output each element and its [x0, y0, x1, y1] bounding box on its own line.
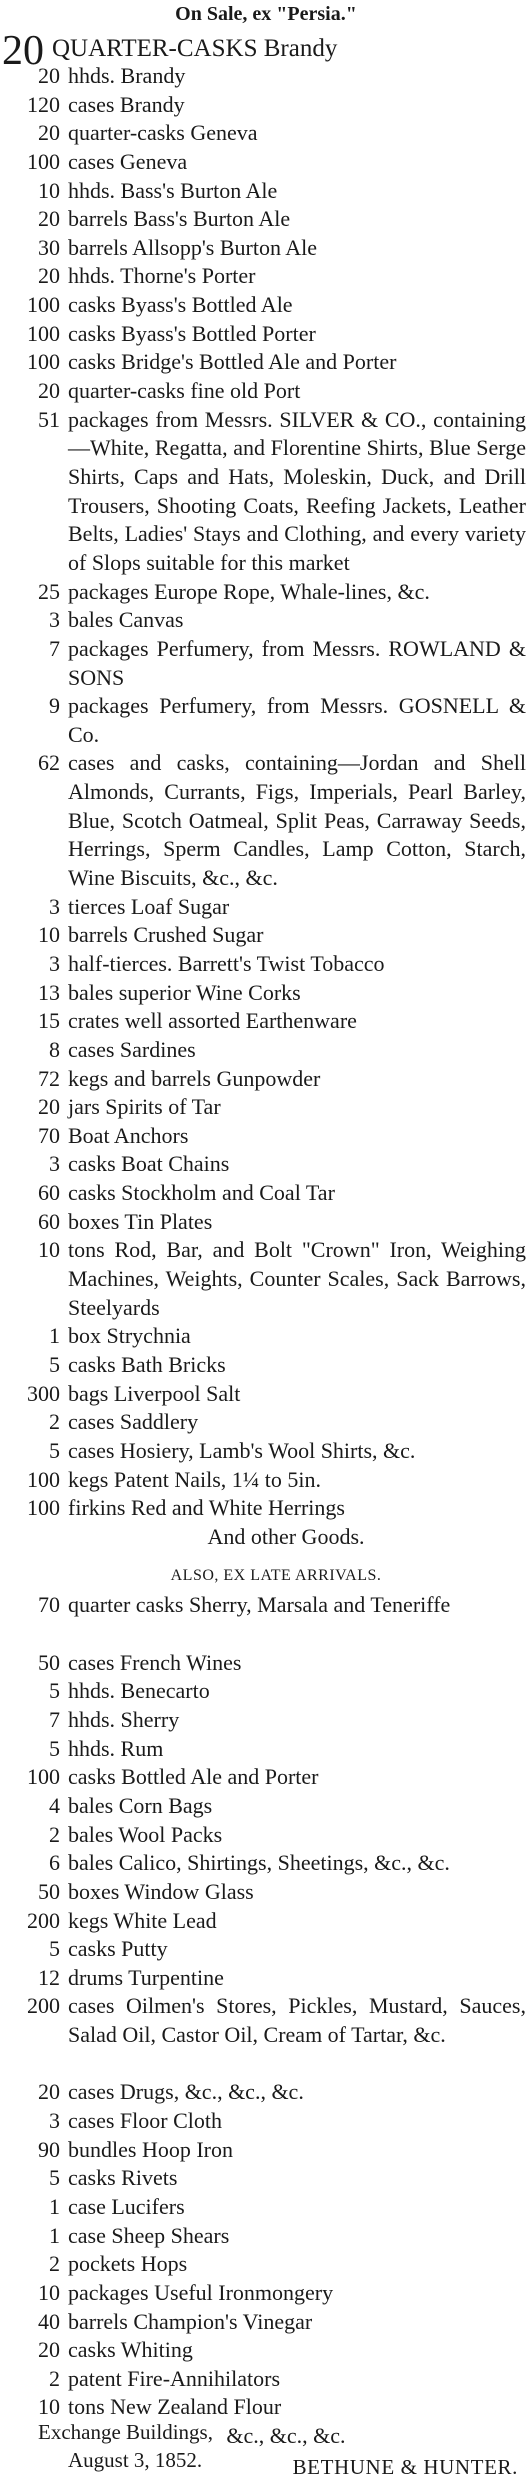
goods-list-ex-persia: [0, 62, 532, 1523]
item-description: barrels Bass's Burton Ale: [68, 206, 291, 232]
item-description: cases and casks, containing—Jordan and Shell Almonds, Currants, Figs, Imperials, Pearl Barley, Blue, Scotch Oatmeal, Split Peas, Carraway Seeds, Herrings, Sperm Candles, Lamp Cotton, Starch, Wine Biscuits, &c., &c.: [68, 750, 526, 891]
footer-place: Exchange Buildings,: [38, 2420, 213, 2444]
item-description: patent Fire-Annihilators: [68, 2365, 281, 2391]
item-quantity: 30: [38, 234, 60, 260]
item-quantity: 10: [38, 177, 60, 203]
item-quantity: 5: [49, 1936, 60, 1962]
item-quantity: 4: [49, 1792, 60, 1818]
item-description: casks Rivets: [68, 2165, 178, 2191]
list-item: [0, 1150, 532, 1179]
list-item: [0, 91, 532, 120]
item-description: half-tierces. Barrett's Twist Tobacco: [68, 950, 385, 976]
item-quantity: 20: [38, 263, 60, 289]
item-description: casks Byass's Bottled Porter: [68, 320, 316, 346]
item-quantity: 70: [38, 1592, 60, 1618]
item-description: barrels Crushed Sugar: [68, 922, 264, 948]
list-item: [0, 1878, 532, 1907]
item-description: cases Brandy: [68, 91, 185, 117]
item-description: tierces Loaf Sugar: [68, 893, 230, 919]
item-description: crates well assorted Earthenware: [68, 1008, 357, 1034]
item-quantity: 90: [38, 2136, 60, 2162]
item-quantity: 1: [49, 2222, 60, 2248]
item-description: tons New Zealand Flour: [68, 2394, 282, 2420]
item-quantity: 50: [38, 1878, 60, 1904]
list-item: [0, 1065, 532, 1094]
list-item: [0, 1408, 532, 1437]
item-quantity: 5: [49, 1735, 60, 1761]
list-item: [0, 1792, 532, 1821]
list-item: [0, 2250, 532, 2279]
list-item: [0, 320, 532, 349]
item-quantity: 10: [38, 2279, 60, 2305]
item-quantity: 3: [49, 607, 60, 633]
item-description: cases Geneva: [68, 148, 188, 174]
item-description: barrels Champion's Vinegar: [68, 2308, 313, 2334]
list-item: [0, 1380, 532, 1409]
item-quantity: 20: [38, 2079, 60, 2105]
item-quantity: 20: [38, 120, 60, 146]
etc-line: &c., &c., &c.: [226, 2423, 346, 2449]
list-item: [0, 62, 532, 91]
item-description: packages from Messrs. SILVER & CO., containing—White, Regatta, and Florentine Shirts, Blue Serge Shirts, Caps and Hats, Moleskin, Duck, and Drill Trousers, Shooting Coats, Reefing Jackets, Leather Belts, Ladies' Stays and Clothing, and every variety of Slops suitable for this market: [68, 406, 526, 575]
item-description: cases Hosiery, Lamb's Wool Shirts, &c.: [68, 1437, 416, 1463]
item-description: cases Floor Cloth: [68, 2108, 222, 2134]
list-item: [0, 749, 532, 892]
item-quantity: 10: [38, 2394, 60, 2420]
list-item: [0, 1122, 532, 1151]
list-item: [0, 348, 532, 377]
item-description: cases Oilmen's Stores, Pickles, Mustard, Sauces, Salad Oil, Castor Oil, Cream of Tartar, &c.: [68, 1993, 526, 2048]
item-description: boxes Window Glass: [68, 1878, 254, 1904]
footer-date: August 3, 1852.: [68, 2448, 203, 2472]
item-quantity: 62: [38, 750, 60, 776]
list-item: [0, 1763, 532, 1792]
item-description: casks Bridge's Bottled Ale and Porter: [68, 349, 397, 375]
goods-list-late-arrivals: [0, 1591, 532, 2422]
item-quantity: 2: [49, 2365, 60, 2391]
item-description: bales Canvas: [68, 607, 184, 633]
item-quantity: 9: [49, 693, 60, 719]
item-quantity: 5: [49, 1351, 60, 1377]
item-description: case Sheep Shears: [68, 2222, 230, 2248]
section-heading: ALSO, EX LATE ARRIVALS.: [170, 1567, 382, 1585]
item-quantity: 100: [27, 292, 60, 318]
item-description: hhds. Brandy: [68, 63, 186, 88]
item-description: bales Calico, Shirtings, Sheetings, &c., &c.: [68, 1850, 450, 1876]
item-description: cases Drugs, &c., &c., &c.: [68, 2079, 304, 2105]
item-description: bales Corn Bags: [68, 1792, 213, 1818]
item-quantity: 100: [27, 1764, 60, 1790]
item-quantity: 100: [27, 1495, 60, 1521]
item-description: case Lucifers: [68, 2193, 185, 2219]
item-description: hhds. Thorne's Porter: [68, 263, 256, 289]
list-item: [0, 606, 532, 635]
item-description: quarter-casks fine old Port: [68, 378, 301, 404]
item-quantity: 100: [27, 349, 60, 375]
item-quantity: 100: [27, 320, 60, 346]
item-quantity: 6: [49, 1850, 60, 1876]
item-description: boxes Tin Plates: [68, 1208, 213, 1234]
item-quantity: 2: [49, 1821, 60, 1847]
item-description: hhds. Sherry: [68, 1707, 180, 1733]
list-item: [0, 2107, 532, 2136]
goods-list: [0, 62, 532, 2483]
list-item: [0, 2222, 532, 2251]
item-quantity: 120: [27, 91, 60, 117]
item-description: packages Europe Rope, Whale-lines, &c.: [68, 578, 430, 604]
item-quantity: 20: [38, 378, 60, 404]
list-item: [0, 1964, 532, 1993]
item-quantity: 3: [49, 1151, 60, 1177]
item-description: bundles Hoop Iron: [68, 2136, 233, 2162]
item-description: casks Whiting: [68, 2337, 193, 2363]
item-quantity: 12: [38, 1964, 60, 1990]
item-description: casks Bottled Ale and Porter: [68, 1764, 319, 1790]
list-item: [0, 2136, 532, 2165]
list-item: [0, 1236, 532, 1322]
item-description: hhds. Benecarto: [68, 1678, 210, 1704]
item-quantity: 3: [49, 893, 60, 919]
item-description: kegs White Lead: [68, 1907, 217, 1933]
item-description: barrels Allsopp's Burton Ale: [68, 234, 318, 260]
item-description: cases French Wines: [68, 1649, 242, 1675]
item-quantity: 100: [27, 148, 60, 174]
list-item: [0, 1007, 532, 1036]
item-description: bags Liverpool Salt: [68, 1380, 241, 1406]
item-quantity: 50: [38, 1649, 60, 1675]
list-item: [0, 377, 532, 406]
item-quantity: 300: [27, 1380, 60, 1406]
list-item: [0, 1591, 532, 1648]
item-description: kegs Patent Nails, 1¼ to 5in.: [68, 1466, 321, 1492]
first-item-qty: 20: [2, 28, 44, 74]
list-item: [0, 119, 532, 148]
item-description: kegs and barrels Gunpowder: [68, 1065, 321, 1091]
list-item: [0, 979, 532, 1008]
list-item: [0, 291, 532, 320]
merchant-signature: BETHUNE & HUNTER.: [292, 2454, 518, 2479]
item-quantity: 13: [38, 979, 60, 1005]
list-item: [0, 406, 532, 578]
list-item: [0, 1821, 532, 1850]
list-item: [0, 1907, 532, 1936]
list-item: [0, 1179, 532, 1208]
list-item: [0, 1036, 532, 1065]
item-quantity: 3: [49, 2108, 60, 2134]
list-item: [0, 1677, 532, 1706]
list-item: [0, 578, 532, 607]
item-quantity: 5: [49, 1437, 60, 1463]
list-item: [0, 177, 532, 206]
list-item: [0, 1992, 532, 2078]
item-quantity: 1: [49, 1323, 60, 1349]
item-quantity: 70: [38, 1122, 60, 1148]
item-description: quarter casks Sherry, Marsala and Teneriffe: [68, 1592, 451, 1618]
list-item: [0, 1466, 532, 1495]
item-quantity: 2: [49, 2251, 60, 2277]
item-quantity: 8: [49, 1036, 60, 1062]
list-item: [0, 1735, 532, 1764]
list-item: [0, 1208, 532, 1237]
item-quantity: 20: [38, 2337, 60, 2363]
item-quantity: 2: [49, 1409, 60, 1435]
list-item: [0, 921, 532, 950]
list-item: [0, 2279, 532, 2308]
item-quantity: 1: [49, 2193, 60, 2219]
item-description: bales Wool Packs: [68, 1821, 223, 1847]
list-item: [0, 1322, 532, 1351]
list-item: [0, 234, 532, 263]
page-heading: On Sale, ex "Persia.": [175, 3, 357, 25]
item-description: cases Sardines: [68, 1036, 196, 1062]
item-description: casks Byass's Bottled Ale: [68, 292, 293, 318]
item-quantity: 60: [38, 1208, 60, 1234]
item-description: casks Putty: [68, 1936, 168, 1962]
item-quantity: 20: [38, 1094, 60, 1120]
list-item: [0, 262, 532, 291]
item-description: packages Useful Ironmongery: [68, 2279, 334, 2305]
first-item-text: QUARTER-CASKS Brandy: [52, 35, 338, 62]
item-quantity: 51: [38, 406, 60, 432]
item-quantity: 72: [38, 1065, 60, 1091]
item-description: casks Boat Chains: [68, 1151, 230, 1177]
item-quantity: 3: [49, 950, 60, 976]
list-item: [0, 950, 532, 979]
list-item: [0, 2193, 532, 2222]
list-item: [0, 148, 532, 177]
item-quantity: 5: [49, 2165, 60, 2191]
item-description: bales superior Wine Corks: [68, 979, 301, 1005]
item-description: hhds. Bass's Burton Ale: [68, 177, 278, 203]
item-quantity: 15: [38, 1008, 60, 1034]
other-goods-line: And other Goods.: [207, 1523, 365, 1549]
item-description: pockets Hops: [68, 2251, 188, 2277]
item-quantity: 20: [38, 63, 60, 88]
item-quantity: 25: [38, 578, 60, 604]
item-description: hhds. Rum: [68, 1735, 164, 1761]
list-item: [0, 1351, 532, 1380]
list-item: [0, 1935, 532, 1964]
item-description: jars Spirits of Tar: [68, 1094, 221, 1120]
item-description: quarter-casks Geneva: [68, 120, 258, 146]
item-description: casks Bath Bricks: [68, 1351, 226, 1377]
list-item: [0, 1706, 532, 1735]
item-description: tons Rod, Bar, and Bolt "Crown" Iron, Weighing Machines, Weights, Counter Scales, Sack Barrows, Steelyards: [68, 1237, 526, 1320]
footer: [38, 2418, 213, 2474]
list-item: [0, 1849, 532, 1878]
list-item: [0, 893, 532, 922]
list-item: [0, 1649, 532, 1678]
item-quantity: 7: [49, 635, 60, 661]
list-item: [0, 2164, 532, 2193]
list-item: [0, 1437, 532, 1466]
item-description: box Strychnia: [68, 1323, 191, 1349]
list-item: [0, 2078, 532, 2107]
list-item: [0, 2365, 532, 2394]
item-description: packages Perfumery, from Messrs. GOSNELL & Co.: [68, 693, 526, 747]
list-item: [0, 692, 532, 749]
list-item: [0, 635, 532, 692]
item-quantity: 10: [38, 1237, 60, 1263]
item-quantity: 40: [38, 2308, 60, 2334]
item-quantity: 7: [49, 1707, 60, 1733]
list-item: [0, 205, 532, 234]
item-description: drums Turpentine: [68, 1964, 224, 1990]
item-quantity: 10: [38, 922, 60, 948]
item-quantity: 200: [27, 1907, 60, 1933]
item-description: cases Saddlery: [68, 1409, 199, 1435]
item-description: firkins Red and White Herrings: [68, 1495, 345, 1521]
item-description: packages Perfumery, from Messrs. ROWLAND & SONS: [68, 635, 526, 690]
list-item: [0, 1494, 532, 1523]
item-quantity: 60: [38, 1180, 60, 1206]
item-description: Boat Anchors: [68, 1122, 189, 1148]
item-description: casks Stockholm and Coal Tar: [68, 1180, 335, 1206]
list-item: [0, 1093, 532, 1122]
list-item: [0, 2336, 532, 2365]
list-item: [0, 2308, 532, 2337]
item-quantity: 100: [27, 1466, 60, 1492]
item-quantity: 5: [49, 1678, 60, 1704]
item-quantity: 200: [27, 1993, 60, 2019]
item-quantity: 20: [38, 206, 60, 232]
